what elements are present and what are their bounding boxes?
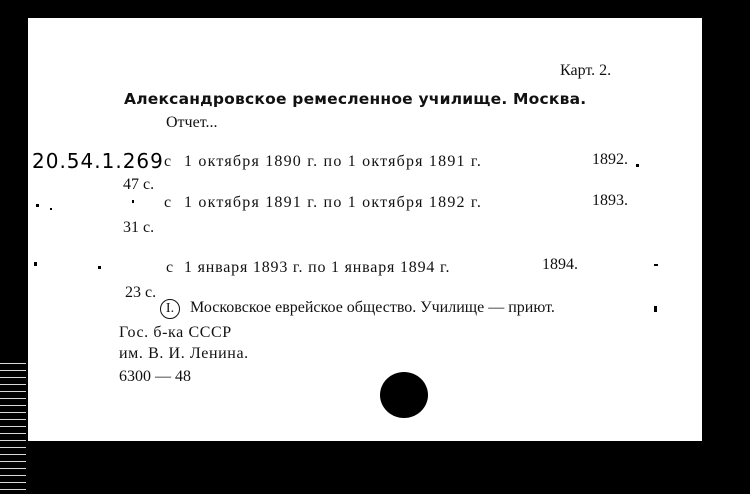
entry-3-pages: 23 с.: [125, 284, 157, 301]
entry-3-prefix: с: [166, 259, 174, 276]
entry-2-text: 1 октября 1891 г. по 1 октября 1892 г.: [184, 194, 483, 211]
entry-3-text: 1 января 1893 г. по 1 января 1894 г.: [184, 259, 451, 276]
print-code: 6300 — 48: [119, 368, 191, 385]
entry-3-year: 1894.: [542, 256, 578, 273]
scan-speck: [398, 380, 400, 382]
scan-edge-noise: [0, 360, 26, 494]
subject-line: [160, 299, 555, 319]
entry-1-text: 1 октября 1890 г. по 1 октября 1891 г.: [184, 153, 483, 170]
card-subheading: Отчет...: [166, 114, 218, 131]
catalog-number: Карт. 2.: [560, 62, 612, 79]
entry-1-pages: 47 с.: [123, 176, 155, 193]
scan-speck: [50, 208, 52, 210]
scan-speck: [654, 264, 658, 266]
library-line-1: Гос. б-ка СССР: [119, 324, 232, 341]
card-heading: Александровское ремесленное училище. Москва.: [124, 90, 587, 108]
scan-speck: [654, 306, 657, 312]
entry-1-prefix: с: [164, 153, 172, 170]
scan-speck: [36, 204, 39, 207]
entry-1-year: 1892.: [592, 151, 628, 168]
catalog-card: [28, 18, 702, 441]
scan-speck: [636, 164, 639, 167]
scan-speck: [98, 266, 101, 269]
library-line-2: им. В. И. Ленина.: [119, 345, 249, 362]
punch-hole: [380, 372, 428, 418]
scan-speck: [34, 262, 37, 266]
entry-2-year: 1893.: [592, 192, 628, 209]
scan-speck: [132, 200, 134, 203]
subject-text: Московское еврейское общество. Училище — приют.: [190, 299, 555, 316]
handwritten-shelf-code: 20.54.1.269: [32, 149, 164, 173]
entry-2-prefix: с: [164, 194, 172, 211]
entry-2-pages: 31 с.: [123, 219, 155, 236]
subject-number-circled: I.: [160, 299, 180, 319]
